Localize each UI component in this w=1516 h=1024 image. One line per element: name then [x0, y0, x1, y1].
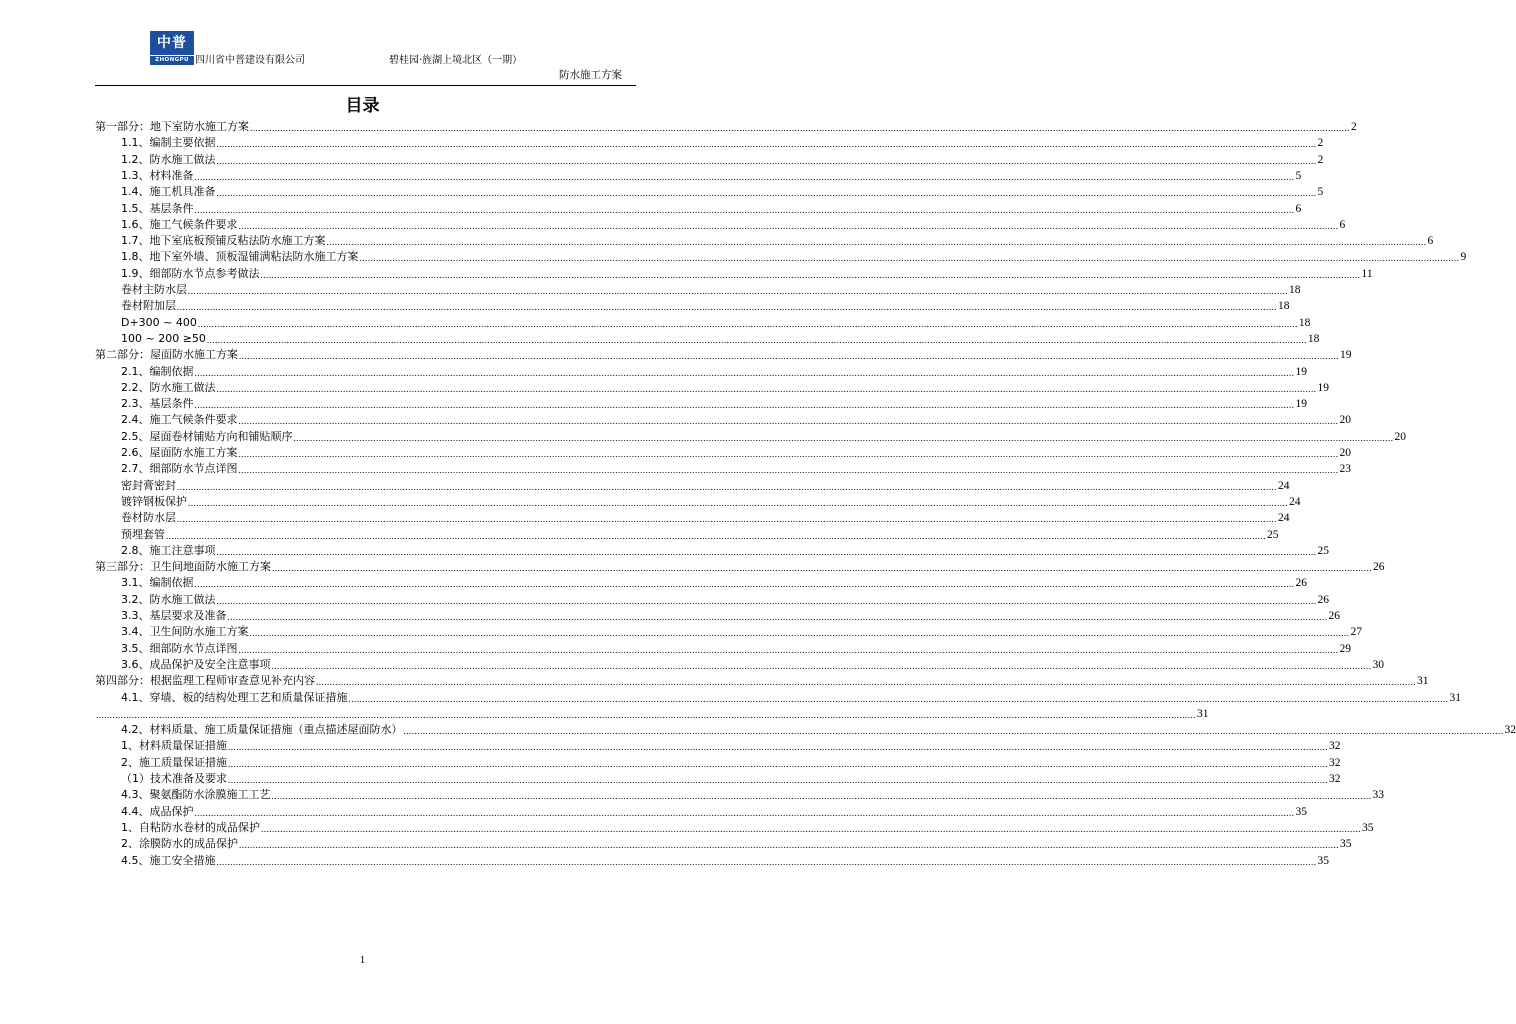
toc-leader-dots: ................................................................................................................................................................................................................................................................................................................................................................................................................: [177, 481, 1277, 492]
toc-entry[interactable]: [121, 737, 1341, 753]
toc-leader-dots: ................................................................................................................................................................................................................................................................................................................................................................................................................: [272, 563, 1372, 574]
toc-entry-label: 3.5、细部防水节点详图: [121, 641, 238, 655]
toc-leader-dots: ................................................................................................................................................................................................................................................................................................................................................................................................................: [293, 432, 1394, 443]
toc-entry[interactable]: [95, 705, 1209, 721]
toc-entry[interactable]: [121, 428, 1406, 444]
toc-entry-page: 19: [1317, 381, 1329, 394]
toc-entry-page: 6: [1427, 235, 1434, 248]
toc-leader-dots: ................................................................................................................................................................................................................................................................................................................................................................................................................: [194, 367, 1295, 378]
toc-entry-page: 9: [1460, 251, 1467, 264]
toc-leader-dots: ................................................................................................................................................................................................................................................................................................................................................................................................................: [249, 628, 1350, 639]
toc-entry-page: 29: [1339, 642, 1351, 655]
toc-leader-dots: ................................................................................................................................................................................................................................................................................................................................................................................................................: [238, 449, 1339, 459]
toc-entry-label: 3.1、编制依据: [121, 576, 194, 590]
toc-entry-label: 4.3、聚氨酯防水涂膜施工工艺: [121, 788, 271, 802]
toc-entry[interactable]: [121, 509, 1290, 525]
toc-entry-label: 镀锌钢板保护: [121, 494, 187, 508]
toc-entry[interactable]: [121, 134, 1324, 150]
toc-entry-label: 100 ~ 200 ≥50: [121, 331, 206, 345]
toc-entry-label: 1.7、地下室底板预铺反粘法防水施工方案: [121, 234, 326, 248]
toc-entry-label: 2.3、基层条件: [121, 397, 194, 411]
toc-leader-dots: ................................................................................................................................................................................................................................................................................................................................................................................................................: [216, 188, 1317, 199]
toc-entry-page: 18: [1298, 316, 1311, 329]
toc-entry-label: 1、自粘防水卷材的成品保护: [121, 820, 260, 834]
toc-entry-label: 1.8、地下室外墙、顶板湿铺满粘法防水施工方案: [121, 250, 359, 264]
toc-entry[interactable]: [121, 574, 1307, 590]
toc-entry-page: 35: [1295, 805, 1307, 818]
toc-entry-label: 2.6、屋面防水施工方案: [121, 446, 238, 459]
toc-entry-page: 26: [1328, 610, 1340, 622]
toc-entry-page: 23: [1339, 463, 1351, 476]
toc-entry-page: 32: [1329, 756, 1341, 769]
toc-entry[interactable]: [95, 346, 1352, 362]
toc-entry[interactable]: [121, 689, 1461, 705]
toc-leader-dots: ................................................................................................................................................................................................................................................................................................................................................................................................................: [316, 677, 1416, 688]
toc-entry-label: 4.4、成品保护: [121, 804, 194, 818]
toc-entry[interactable]: [95, 672, 1429, 688]
toc-entry-label: （1）技术准备及要求: [121, 772, 227, 785]
toc-leader-dots: ................................................................................................................................................................................................................................................................................................................................................................................................................: [177, 302, 1277, 313]
toc-entry[interactable]: [121, 151, 1324, 167]
toc-entry-page: 2: [1317, 153, 1324, 166]
toc-entry[interactable]: [121, 803, 1307, 819]
toc-leader-dots: ................................................................................................................................................................................................................................................................................................................................................................................................................: [197, 318, 1298, 329]
toc-entry-page: 32: [1329, 773, 1341, 785]
toc-entry-page: 20: [1394, 430, 1406, 443]
toc-leader-dots: ................................................................................................................................................................................................................................................................................................................................................................................................................: [271, 660, 1372, 671]
toc-entry-page: 25: [1317, 544, 1329, 557]
toc-entry-page: 35: [1340, 838, 1352, 851]
toc-entry-page: 32: [1329, 740, 1341, 753]
toc-entry-page: 19: [1295, 365, 1307, 378]
toc-entry-page: 27: [1350, 626, 1362, 639]
toc-entry-label: 3.3、基层要求及准备: [121, 609, 227, 622]
toc-entry-label: 密封膏密封: [121, 478, 176, 492]
toc-leader-dots: ................................................................................................................................................................................................................................................................................................................................................................................................................: [238, 465, 1339, 476]
toc-entry[interactable]: [121, 835, 1352, 851]
toc-entry[interactable]: [121, 330, 1320, 346]
toc-leader-dots: ................................................................................................................................................................................................................................................................................................................................................................................................................: [238, 416, 1339, 427]
toc-entry[interactable]: [121, 493, 1301, 509]
toc-entry-label: 2.2、防水施工做法: [121, 380, 216, 394]
toc-entry-label: 2.1、编制依据: [121, 364, 194, 378]
toc-entry-label: 1.4、施工机具准备: [121, 185, 216, 199]
toc-leader-dots: ................................................................................................................................................................................................................................................................................................................................................................................................................: [194, 400, 1295, 411]
toc-entry-page: 19: [1340, 349, 1352, 362]
toc-entry-page: 30: [1372, 658, 1384, 671]
logo-text: 中普: [150, 31, 194, 55]
toc-leader-dots: ................................................................................................................................................................................................................................................................................................................................................................................................................: [96, 709, 1196, 720]
toc-entry[interactable]: [121, 623, 1362, 639]
toc-entry-label: 1.1、编制主要依据: [121, 136, 216, 150]
toc-entry-label: 2.7、细部防水节点详图: [121, 462, 238, 476]
toc-entry[interactable]: [121, 183, 1324, 199]
toc-entry-page: 20: [1339, 414, 1351, 427]
toc-entry-page: 24: [1289, 495, 1301, 508]
toc-leader-dots: ................................................................................................................................................................................................................................................................................................................................................................................................................: [238, 644, 1339, 655]
toc-leader-dots: ................................................................................................................................................................................................................................................................................................................................................................................................................: [216, 155, 1317, 166]
toc-entry[interactable]: [121, 770, 1341, 786]
toc-leader-dots: ................................................................................................................................................................................................................................................................................................................................................................................................................: [188, 497, 1288, 508]
toc-entry-page: 5: [1317, 186, 1324, 199]
toc-leader-dots: ................................................................................................................................................................................................................................................................................................................................................................................................................: [216, 139, 1317, 150]
toc-entry[interactable]: [121, 721, 1516, 737]
toc-entry-label: 3.2、防水施工做法: [121, 592, 216, 606]
toc-entry-label: 第二部分：屋面防水施工方案: [95, 348, 238, 362]
toc-entry-label: 2.8、施工注意事项: [121, 543, 216, 557]
toc-entry-page: 20: [1339, 447, 1351, 459]
toc-entry[interactable]: [121, 411, 1351, 427]
toc-entry-label: 3.6、成品保护及安全注意事项: [121, 657, 271, 671]
toc-leader-dots: ................................................................................................................................................................................................................................................................................................................................................................................................................: [194, 171, 1295, 182]
toc-entry[interactable]: [95, 118, 1357, 134]
toc-entry-page: 6: [1339, 218, 1346, 231]
toc-entry-page: 31: [1197, 707, 1209, 720]
toc-entry-page: 31: [1417, 675, 1429, 688]
toc-entry[interactable]: [121, 379, 1329, 395]
toc-entry-label: 1.6、施工气候条件要求: [121, 217, 238, 231]
toc-entry[interactable]: [95, 558, 1385, 574]
toc-entry-page: 5: [1295, 169, 1302, 182]
toc-title: 目录: [345, 96, 380, 116]
toc-leader-dots: ................................................................................................................................................................................................................................................................................................................................................................................................................: [403, 726, 1504, 737]
company-name: 四川省中普建设有限公司: [195, 55, 305, 66]
toc-entry[interactable]: [121, 852, 1329, 868]
toc-entry[interactable]: [121, 444, 1351, 460]
toc-entry[interactable]: [121, 656, 1384, 672]
toc-leader-dots: ................................................................................................................................................................................................................................................................................................................................................................................................................: [227, 612, 1328, 622]
page-number: 1: [359, 954, 366, 966]
toc-entry-page: 2: [1317, 137, 1324, 150]
toc-entry-label: 4.1、穿墙、板的结构处理工艺和质量保证措施: [121, 690, 348, 704]
toc-entry[interactable]: [121, 167, 1302, 183]
toc-entry-page: 26: [1295, 577, 1307, 590]
toc-entry[interactable]: [121, 607, 1340, 623]
toc-entry-page: 35: [1317, 854, 1329, 867]
toc-leader-dots: ................................................................................................................................................................................................................................................................................................................................................................................................................: [228, 742, 1328, 753]
toc-entry[interactable]: [121, 281, 1301, 297]
toc-leader-dots: ................................................................................................................................................................................................................................................................................................................................................................................................................: [216, 546, 1317, 557]
toc-entry[interactable]: [121, 754, 1341, 770]
toc-entry-label: 1.5、基层条件: [121, 201, 194, 215]
toc-leader-dots: ................................................................................................................................................................................................................................................................................................................................................................................................................: [239, 840, 1339, 851]
toc-entry-label: 2、施工质量保证措施: [121, 755, 227, 769]
document-type: 防水施工方案: [559, 69, 622, 81]
project-name: 碧桂园·旌湖上境北区（一期）: [389, 55, 523, 66]
toc-entry-label: 第四部分：根据监理工程师审查意见补充内容: [95, 674, 315, 688]
toc-leader-dots: ................................................................................................................................................................................................................................................................................................................................................................................................................: [228, 758, 1328, 769]
logo-subtext: ZHONGPU: [150, 56, 194, 65]
toc-entry-label: 第一部分：地下室防水施工方案: [95, 120, 249, 133]
toc-entry-page: 18: [1307, 332, 1320, 345]
toc-entry-page: 26: [1317, 593, 1329, 606]
toc-leader-dots: ................................................................................................................................................................................................................................................................................................................................................................................................................: [271, 791, 1372, 802]
toc-leader-dots: ................................................................................................................................................................................................................................................................................................................................................................................................................: [238, 220, 1339, 231]
toc-entry[interactable]: [121, 200, 1302, 216]
toc-entry-page: 19: [1295, 398, 1307, 411]
toc-leader-dots: ................................................................................................................................................................................................................................................................................................................................................................................................................: [206, 334, 1307, 345]
toc-leader-dots: ................................................................................................................................................................................................................................................................................................................................................................................................................: [260, 269, 1361, 280]
toc-entry-page: 6: [1295, 202, 1302, 215]
toc-entry[interactable]: [121, 526, 1279, 542]
toc-entry-label: 卷材附加层: [121, 299, 176, 313]
toc-entry-label: 1、材料质量保证措施: [121, 739, 227, 753]
toc-entry[interactable]: [121, 786, 1384, 802]
toc-entry[interactable]: [121, 819, 1374, 835]
toc-leader-dots: ................................................................................................................................................................................................................................................................................................................................................................................................................: [177, 514, 1277, 525]
header-divider: [95, 85, 636, 86]
toc-entry[interactable]: [121, 395, 1307, 411]
company-logo: [150, 31, 194, 65]
toc-leader-dots: ................................................................................................................................................................................................................................................................................................................................................................................................................: [239, 351, 1339, 362]
toc-entry-page: 33: [1372, 789, 1384, 802]
toc-leader-dots: ................................................................................................................................................................................................................................................................................................................................................................................................................: [216, 383, 1317, 394]
toc-leader-dots: ................................................................................................................................................................................................................................................................................................................................................................................................................: [359, 253, 1460, 264]
toc-entry-label: 2.5、屋面卷材铺贴方向和铺贴顺序: [121, 429, 293, 443]
toc-leader-dots: ................................................................................................................................................................................................................................................................................................................................................................................................................: [166, 530, 1266, 541]
toc-leader-dots: ................................................................................................................................................................................................................................................................................................................................................................................................................: [194, 579, 1295, 590]
toc-entry-label: 卷材防水层: [121, 511, 176, 525]
toc-entry-page: 26: [1373, 561, 1385, 574]
toc-leader-dots: ................................................................................................................................................................................................................................................................................................................................................................................................................: [194, 807, 1295, 818]
toc-leader-dots: ................................................................................................................................................................................................................................................................................................................................................................................................................: [348, 693, 1449, 704]
toc-entry-label: 2、涂膜防水的成品保护: [121, 837, 238, 851]
toc-entry-page: 24: [1278, 479, 1290, 492]
toc-entry[interactable]: [121, 232, 1434, 248]
toc-leader-dots: ................................................................................................................................................................................................................................................................................................................................................................................................................: [194, 204, 1295, 215]
toc-entry[interactable]: [121, 216, 1346, 232]
toc-entry[interactable]: [121, 460, 1351, 476]
toc-entry-page: 18: [1278, 300, 1290, 313]
toc-entry[interactable]: [121, 265, 1373, 281]
toc-leader-dots: ................................................................................................................................................................................................................................................................................................................................................................................................................: [228, 775, 1328, 785]
toc-entry-page: 32: [1504, 724, 1516, 737]
toc-leader-dots: ................................................................................................................................................................................................................................................................................................................................................................................................................: [216, 595, 1317, 606]
toc-leader-dots: ................................................................................................................................................................................................................................................................................................................................................................................................................: [326, 237, 1427, 248]
toc-entry-page: 11: [1361, 267, 1373, 280]
toc-entry-label: 2.4、施工气候条件要求: [121, 413, 238, 427]
toc-entry-label: 1.3、材料准备: [121, 168, 194, 182]
toc-entry[interactable]: [121, 363, 1307, 379]
toc-leader-dots: ................................................................................................................................................................................................................................................................................................................................................................................................................: [250, 123, 1350, 133]
toc-entry-page: 25: [1267, 528, 1279, 541]
toc-entry-label: 卷材主防水层: [121, 283, 187, 296]
toc-entry-label: 4.2、材料质量、施工质量保证措施（重点描述屋面防水）: [121, 723, 403, 737]
toc-leader-dots: ................................................................................................................................................................................................................................................................................................................................................................................................................: [261, 823, 1361, 834]
toc-leader-dots: ................................................................................................................................................................................................................................................................................................................................................................................................................: [216, 856, 1317, 867]
toc-entry[interactable]: [121, 297, 1290, 313]
toc-entry-page: 2: [1351, 121, 1357, 133]
toc-entry-label: 1.2、防水施工做法: [121, 152, 216, 166]
toc-entry[interactable]: [121, 542, 1329, 558]
toc-leader-dots: ................................................................................................................................................................................................................................................................................................................................................................................................................: [188, 286, 1288, 296]
toc-entry-label: 1.9、细部防水节点参考做法: [121, 266, 260, 280]
toc-entry-label: 3.4、卫生间防水施工方案: [121, 625, 249, 639]
toc-entry-page: 24: [1278, 512, 1290, 525]
toc-entry-label: D+300 ~ 400: [121, 315, 197, 329]
toc-entry-label: 第三部分：卫生间地面防水施工方案: [95, 560, 271, 574]
toc-entry-label: 预埋套管: [121, 527, 165, 541]
toc-entry[interactable]: [121, 314, 1311, 330]
toc-entry-page: 18: [1289, 284, 1301, 296]
toc-entry[interactable]: [121, 477, 1290, 493]
toc-entry-label: 4.5、施工安全措施: [121, 853, 216, 867]
toc-entry-page: 35: [1362, 821, 1374, 834]
toc-entry[interactable]: [121, 591, 1329, 607]
toc-entry[interactable]: [121, 640, 1351, 656]
toc-entry-page: 31: [1449, 691, 1461, 704]
toc-entry[interactable]: [121, 248, 1467, 264]
